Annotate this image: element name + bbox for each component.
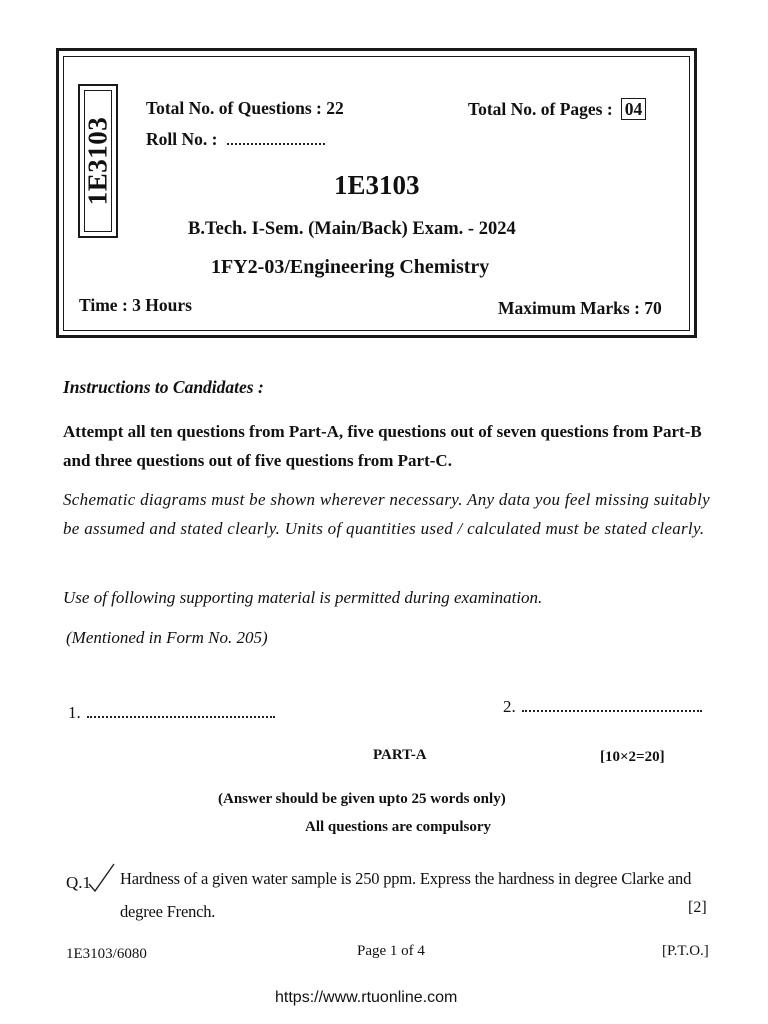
question-1-number: Q.1	[66, 873, 92, 892]
footer-paper-code: 1E3103/6080	[66, 946, 147, 962]
instruction-parts: Attempt all ten questions from Part-A, five questions out of seven questions from Part-B and three questions out of five questions from Part-C.	[63, 422, 702, 470]
paper-code: 1E3103	[334, 170, 420, 200]
material-item-2	[503, 697, 702, 717]
material-item-1-dotted-line	[87, 708, 275, 718]
part-a-marks: [10×2=20]	[600, 749, 665, 765]
part-a-word-limit: (Answer should be given upto 25 words only)	[218, 791, 506, 807]
roll-no-label: Roll No. :	[146, 129, 218, 149]
footer-pto: [P.T.O.]	[662, 943, 709, 959]
question-1-text: Hardness of a given water sample is 250 ppm. Express the hardness in degree Clarke and degree French.	[120, 869, 692, 921]
vertical-paper-code: 1E3103	[82, 116, 113, 206]
material-item-1	[68, 703, 275, 723]
time-allowed: Time : 3 Hours	[79, 295, 192, 315]
material-item-2-number: 2.	[503, 697, 516, 716]
maximum-marks: Maximum Marks : 70	[498, 298, 662, 318]
instruction-form-no: (Mentioned in Form No. 205)	[66, 628, 268, 647]
instructions-heading: Instructions to Candidates :	[63, 377, 264, 397]
tick-mark-icon	[86, 862, 116, 892]
part-a-title: PART-A	[373, 747, 427, 763]
question-1-marks: [2]	[688, 899, 707, 916]
total-pages	[468, 98, 646, 120]
roll-no	[146, 129, 325, 150]
part-a-compulsory-note: All questions are compulsory	[305, 819, 491, 835]
footer-page-number: Page 1 of 4	[357, 943, 425, 959]
material-item-2-dotted-line	[522, 702, 702, 712]
total-pages-label: Total No. of Pages :	[468, 99, 613, 119]
total-questions: Total No. of Questions : 22	[146, 98, 344, 118]
instruction-materials: Use of following supporting material is permitted during examination.	[63, 588, 543, 607]
roll-no-dotted-line	[227, 137, 325, 145]
subject-title: 1FY2-03/Engineering Chemistry	[211, 256, 490, 278]
footer-website-link[interactable]: https://www.rtuonline.com	[275, 989, 458, 1006]
exam-title: B.Tech. I-Sem. (Main/Back) Exam. - 2024	[188, 219, 516, 239]
instruction-diagrams: Schematic diagrams must be shown wherever necessary. Any data you feel missing suitably be assumed and stated clearly. Units of quantities used / calculated must be stated clearly.	[63, 490, 710, 538]
material-item-1-number: 1.	[68, 703, 81, 722]
total-pages-value: 04	[621, 98, 647, 120]
